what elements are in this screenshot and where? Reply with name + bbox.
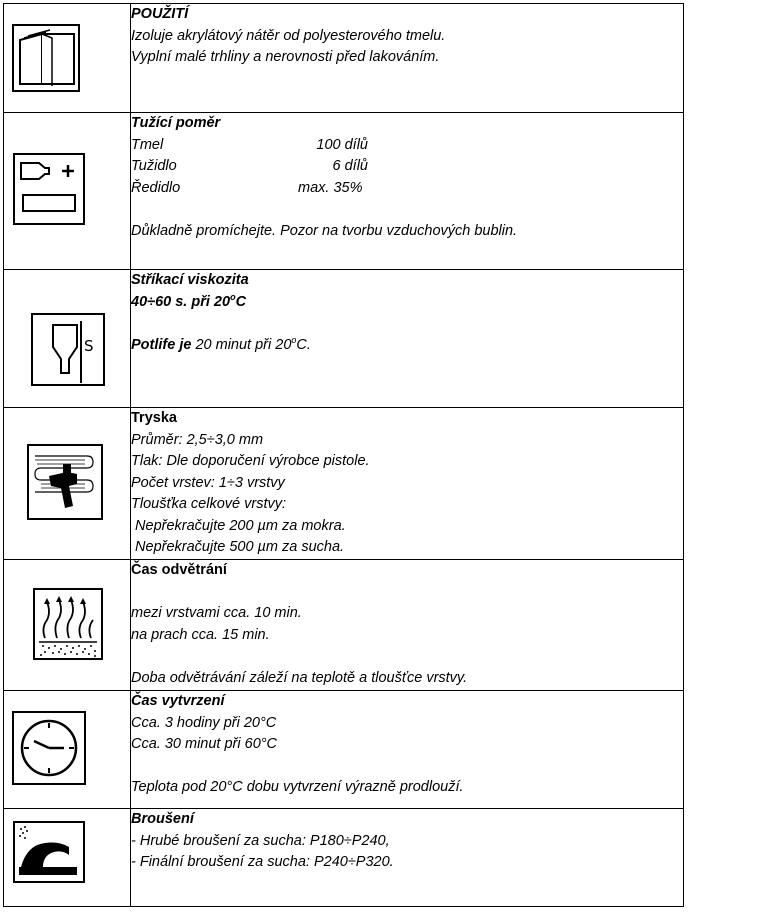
icon-cell [4, 4, 131, 113]
section-mixing-ratio [4, 113, 684, 270]
text-line: - Hrubé broušení za sucha: P180÷P240, [131, 832, 390, 849]
text-line: na prach cca. 15 min. [131, 626, 270, 643]
viscosity-value: 40÷60 s. při 20$^o$C [131, 291, 247, 310]
text-cell [131, 691, 684, 809]
text-cell [131, 113, 684, 270]
text-cell [131, 270, 684, 408]
text-cell [131, 408, 684, 560]
ratio-row [131, 135, 683, 157]
ratio-name: Tmel [131, 136, 164, 153]
section-nozzle [4, 408, 684, 560]
svg-text:S: S [84, 337, 94, 355]
icon-cell [4, 270, 131, 408]
section-heading: Tužící poměr [131, 115, 221, 131]
ratio-value: 100 dílů [316, 136, 368, 153]
section-heading: Čas odvětrání [131, 562, 227, 578]
section-heading: POUŽITÍ [131, 6, 189, 22]
text-cell [131, 560, 684, 691]
icon-cell [4, 809, 131, 907]
viscosity-cup-icon [31, 313, 105, 386]
text-line: Cca. 3 hodiny při 20°C [131, 714, 277, 731]
note-line: Teplota pod 20°C dobu vytvrzení výrazně prodlouží. [131, 779, 464, 795]
potlife-label: Potlife je [131, 336, 192, 353]
text-line: Cca. 30 minut při 60°C [131, 736, 278, 752]
icon-cell [4, 113, 131, 270]
ratio-name: Ředidlo [131, 179, 181, 196]
note-line: Doba odvětrávání záleží na teplotě a tloušťce vrstvy. [131, 669, 468, 686]
section-viscosity [4, 270, 684, 408]
section-sanding [4, 809, 684, 907]
section-heading: Broušení [131, 811, 194, 827]
ratio-row [131, 178, 683, 200]
text-line: Nepřekračujte 200 µm za mokra. [131, 517, 346, 534]
icon-cell [4, 560, 131, 691]
section-curing [4, 691, 684, 809]
note-line: Důkladně promíchejte. Pozor na tvorbu vzduchových bublin. [131, 222, 518, 239]
section-heading: Tryska [131, 410, 177, 426]
text-line: Počet vrstev: 1÷3 vrstvy [131, 474, 285, 491]
icon-cell [4, 408, 131, 560]
text-line: Tlak: Dle doporučení výrobce pistole. [131, 453, 370, 469]
text-line: Vyplní malé trhliny a nerovnosti před lakováním. [131, 49, 440, 65]
icon-cell [4, 691, 131, 809]
text-line: Tloušťka celkové vrstvy: [131, 496, 287, 512]
spec-table [3, 3, 684, 907]
text-line: Nepřekračujte 500 µm za sucha. [131, 539, 345, 555]
section-heading: Stříkací viskozita [131, 272, 249, 288]
potlife-line: Potlife je 20 minut při 20$^o$C. [131, 334, 311, 353]
ratio-value: 6 dílů [332, 158, 368, 174]
section-flash-off [4, 560, 684, 691]
text-line: mezi vrstvami cca. 10 min. [131, 605, 302, 621]
mixing-ratio-icon [13, 153, 85, 225]
text-cell [131, 4, 684, 113]
text-line: Izoluje akrylátový nátěr od polyesterového tmelu. [131, 27, 446, 44]
ratio-value: max. 35% [298, 179, 363, 196]
ratio-row [131, 156, 683, 178]
text-line: - Finální broušení za sucha: P240÷P320. [131, 854, 394, 870]
spray-gun-icon [27, 444, 103, 520]
section-usage [4, 4, 684, 113]
open-book-icon [12, 24, 80, 92]
text-line: Průměr: 2,5÷3,0 mm [131, 431, 264, 448]
flash-off-icon [33, 588, 103, 660]
clock-icon [12, 711, 86, 785]
text-cell [131, 809, 684, 907]
sanding-icon [13, 821, 85, 883]
ratio-name: Tužidlo [131, 158, 177, 174]
section-heading: Čas vytvrzení [131, 693, 225, 709]
